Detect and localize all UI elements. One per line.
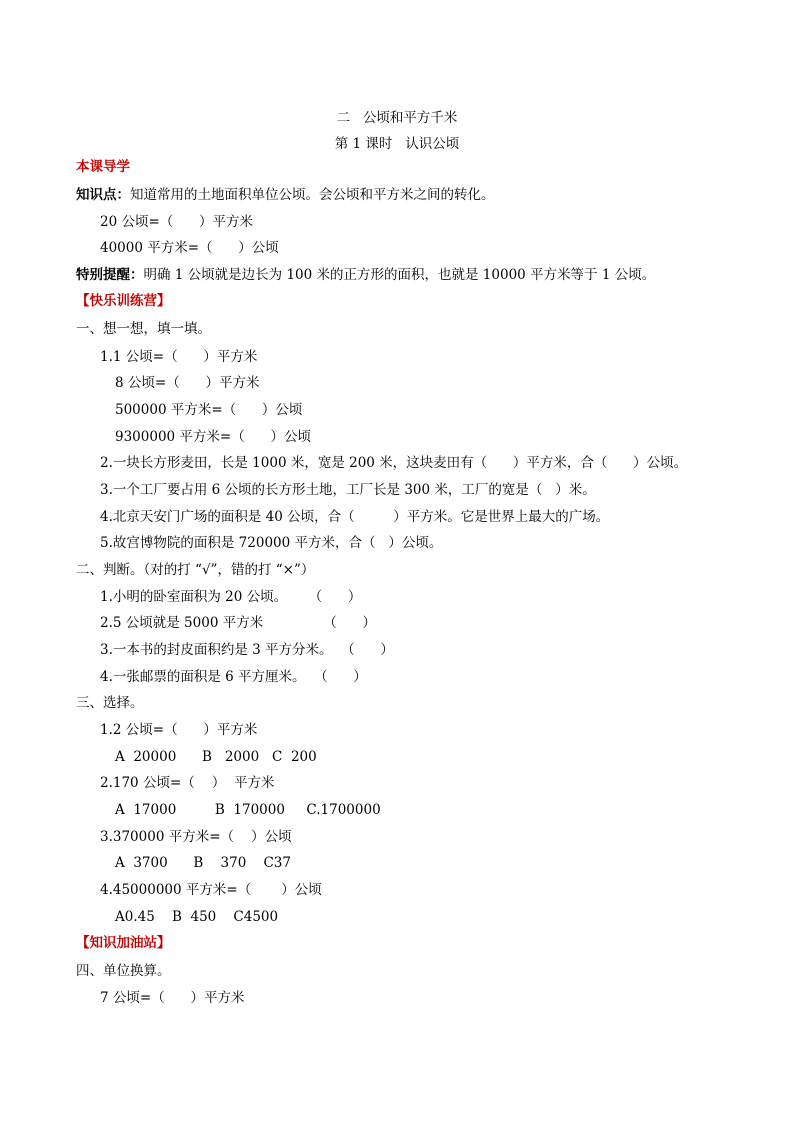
unit-title: 二 公顷和平方千米 [336,110,458,126]
s1-item-1: 1.1 公顷=（ ）平方米 [100,349,258,365]
extra-heading: 【知识加油站】 [76,935,171,951]
section3-title: 三、选择。 [76,695,144,711]
s3-q2: 2.170 公顷=（ ） 平方米 [100,775,275,791]
s1-item-4: 9300000 平方米=（ ）公顷 [115,429,311,445]
section1-title: 一、想一想，填一填。 [76,321,211,337]
s3-q4: 4.45000000 平方米=（ ）公顷 [100,882,322,898]
s3-q1-options: A 20000 B 2000 C 200 [115,749,317,765]
s1-item-8: 5.故宫博物院的面积是 720000 平方米，合（ ）公顷。 [100,535,443,551]
s2-item-3: 3.一本书的封皮面积约是 3 平方分米。 （ ） [100,642,394,658]
s2-item-1: 1.小明的卧室面积为 20 公顷。 （ ） [100,589,362,605]
guide-example-2: 40000 平方米=（ ）公顷 [100,240,279,256]
s1-item-3: 500000 平方米=（ ）公顷 [115,402,303,418]
s1-item-6: 3.一个工厂要占用 6 公顷的长方形土地，工厂长是 300 米，工厂的宽是（ ）米。 [100,482,596,498]
knowledge-point [76,186,495,204]
s3-q2-options: A 17000 B 170000 C.1700000 [115,802,381,818]
knowledge-label: 知识点： [76,187,130,203]
s3-q1: 1.2 公顷=（ ）平方米 [100,722,258,738]
section2-title: 二、判断。（对的打 “√”，错的打 “×”） [76,562,315,578]
s2-item-4: 4.一张邮票的面积是 6 平方厘米。 （ ） [100,669,367,685]
knowledge-text: 知道常用的土地面积单位公顷。会公顷和平方米之间的转化。 [130,187,495,203]
special-reminder [76,266,655,284]
section4-title: 四、单位换算。 [76,963,171,979]
reminder-text: 明确 1 公顷就是边长为 100 米的正方形的面积，也就是 10000 平方米等于 1 公顷。 [143,267,656,283]
lesson-title: 第 1 课时 认识公顷 [334,136,460,152]
s3-q4-options: A0.45 B 450 C4500 [115,909,279,925]
s3-q3: 3.370000 平方米=（ ）公顷 [100,829,292,845]
s4-item-1: 7 公顷=（ ）平方米 [100,990,245,1006]
s1-item-5: 2.一块长方形麦田，长是 1000 米，宽是 200 米，这块麦田有（ ）平方米，合（ ）公顷。 [100,455,688,471]
s1-item-2: 8 公顷=（ ）平方米 [115,375,260,391]
reminder-label: 特别提醒： [76,267,144,283]
s3-q3-options: A 3700 B 370 C37 [115,855,291,871]
practice-heading: 【快乐训练营】 [76,293,171,309]
guide-example-1: 20 公顷=（ ）平方米 [100,214,254,230]
s1-item-7: 4.北京天安门广场的面积是 40 公顷，合（ ）平方米。它是世界上最大的广场。 [100,509,610,525]
s2-item-2: 2.5 公顷就是 5000 平方米 （ ） [100,615,377,631]
guide-heading: 本课导学 [76,159,130,175]
